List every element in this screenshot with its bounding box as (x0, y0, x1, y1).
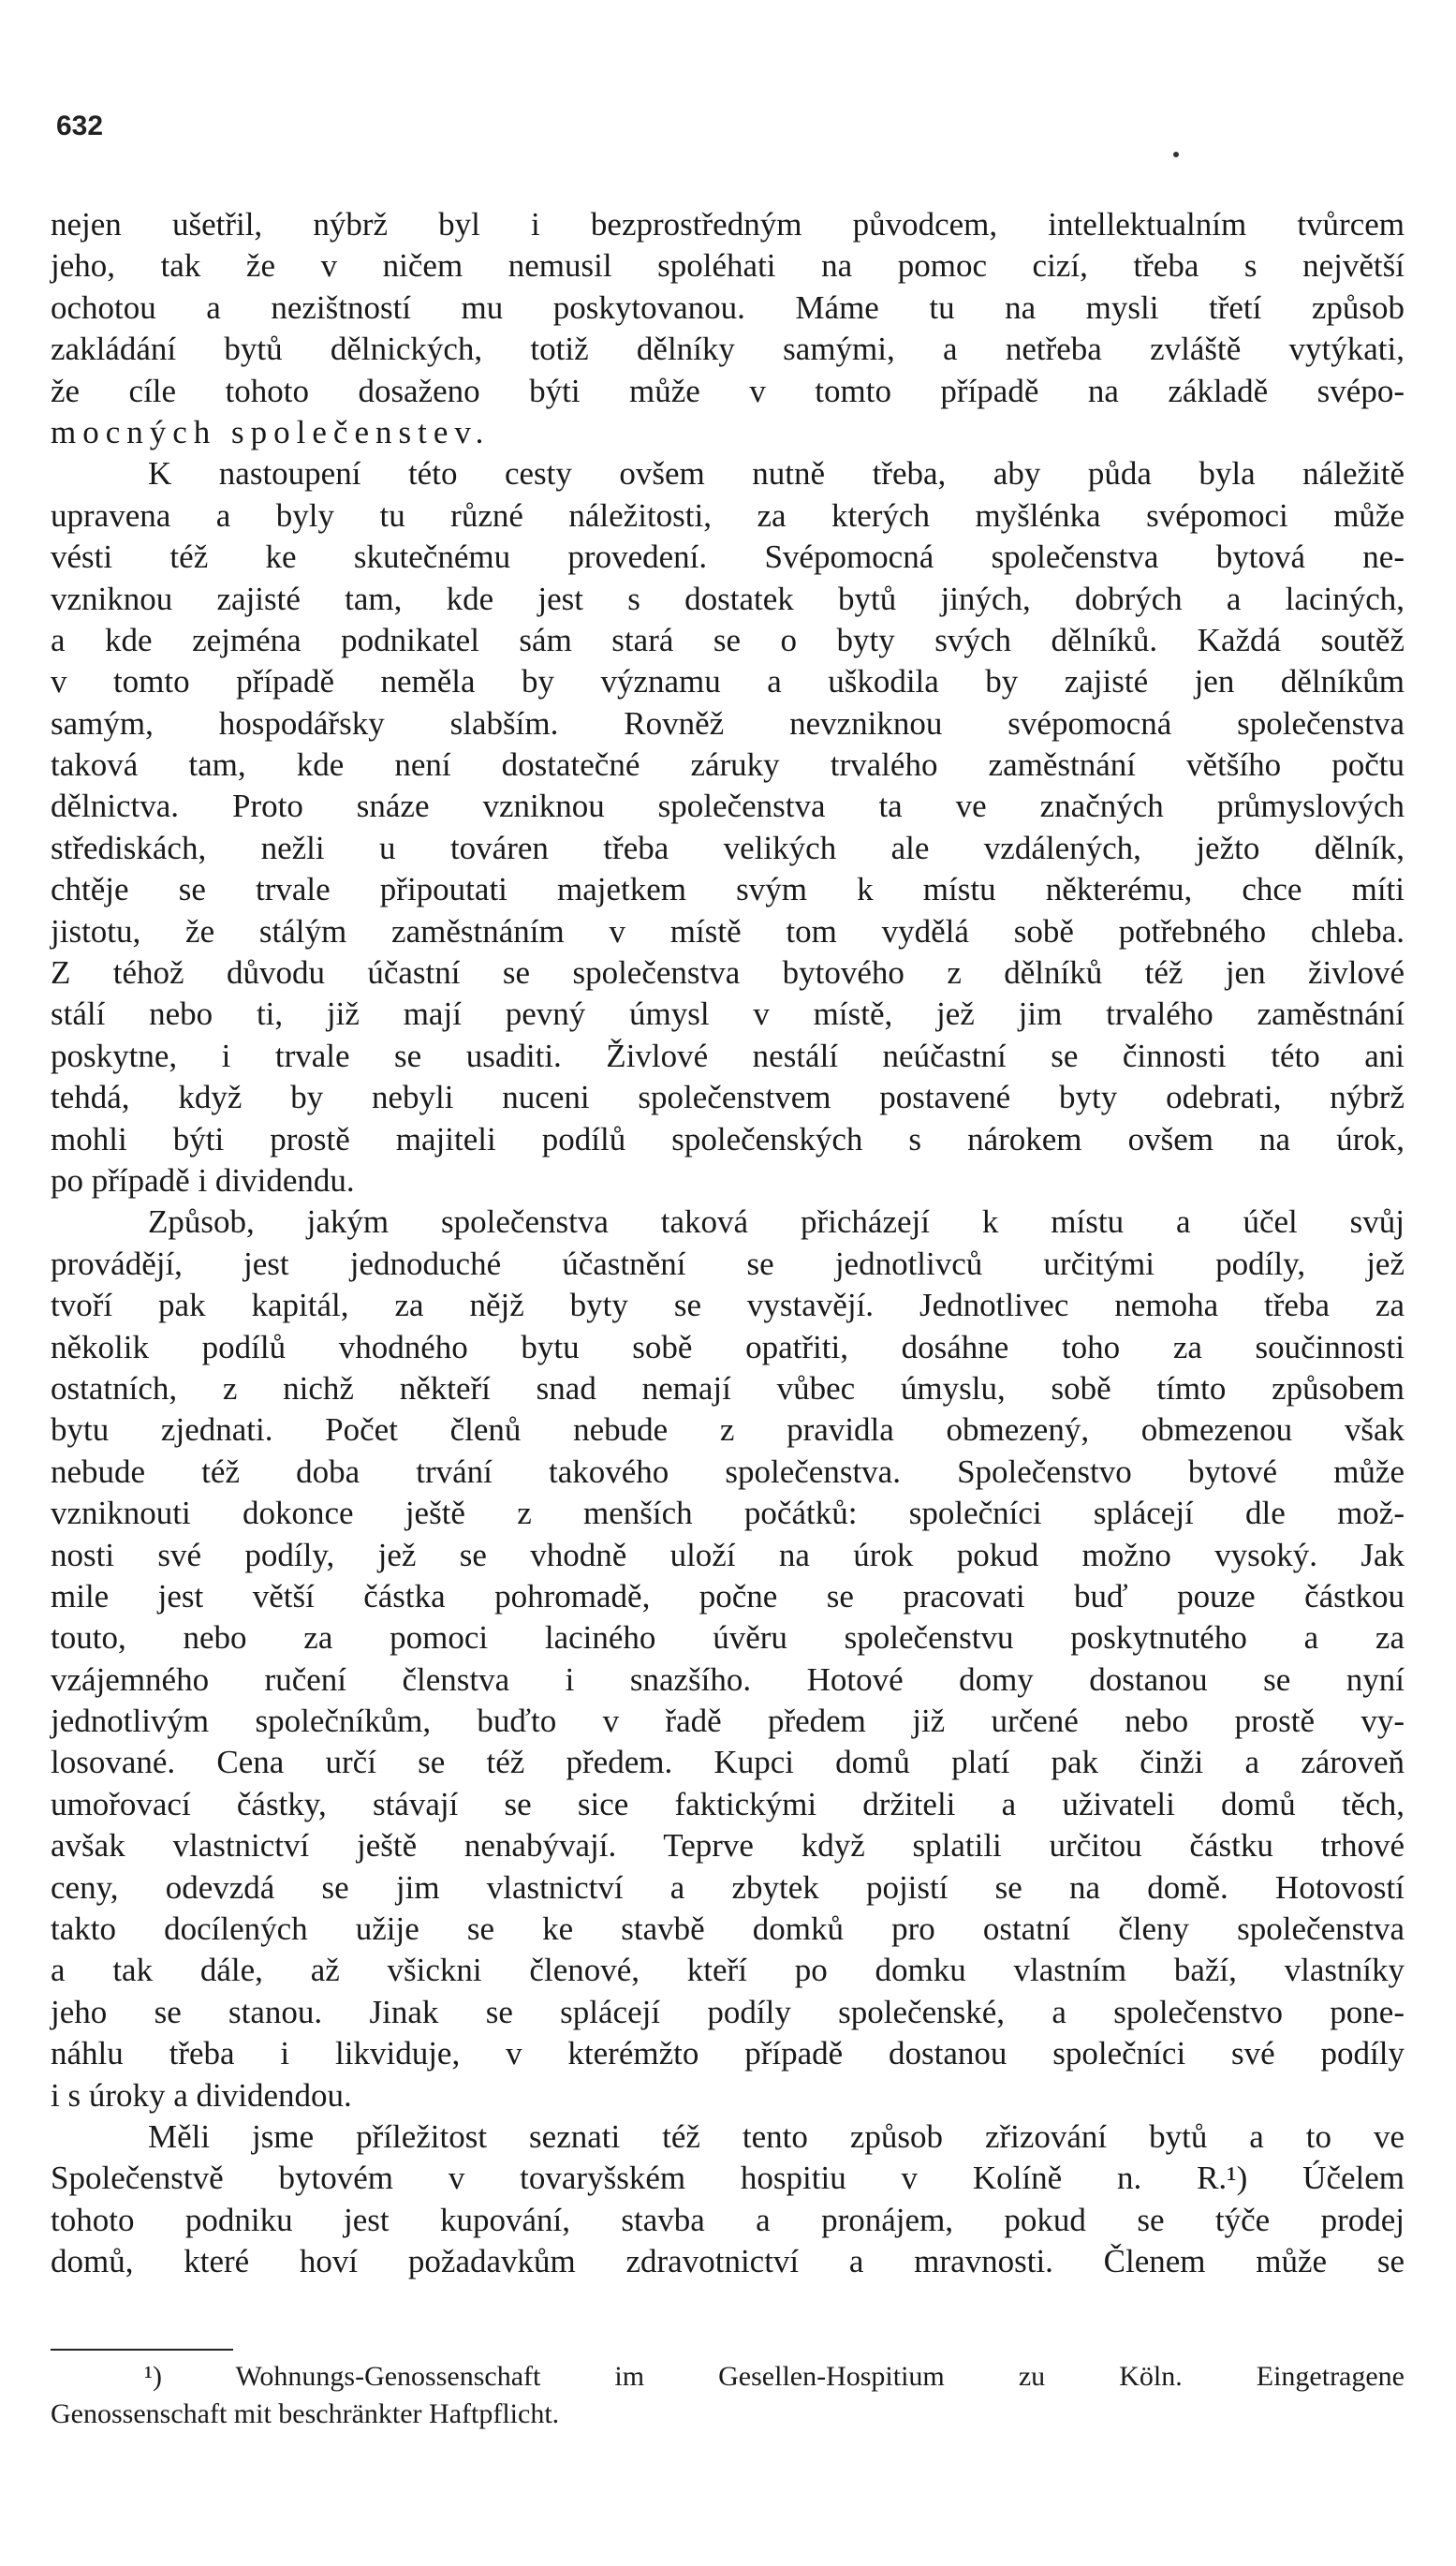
text-line: mohli býti prostě majiteli podílů společenských s nárokem ovšem na úrok, (51, 1120, 1405, 1158)
text-line: a kde zejména podnikatel sám stará se o byty svých dělníků. Každá soutěž (51, 621, 1405, 658)
text-line: taková tam, kde není dostatečné záruky trvalého zaměstnání většího počtu (51, 746, 1405, 784)
text-line: mocných společenstev. (51, 413, 491, 450)
text-line: jeho se stanou. Jinak se splácejí podíly společenské, a společenstvo pone- (51, 1993, 1405, 2030)
text-line: tvoří pak kapitál, za nějž byty se vystavějí. Jednotlivec nemoha třeba za (51, 1287, 1405, 1324)
text-line: Z téhož důvodu účastní se společenstva bytového z dělníků též jen živlové (51, 954, 1405, 992)
text-line: losované. Cena určí se též předem. Kupci domů platí pak činži a zároveň (51, 1744, 1405, 1781)
text-line: dělnictva. Proto snáze vzniknou společenstva ta ve značných průmyslových (51, 788, 1405, 825)
footnote-rule (51, 2349, 233, 2351)
footnote-line: ¹) Wohnungs-Genossenschaft im Gesellen-Hospitium zu Köln. Eingetragene (144, 2361, 1405, 2392)
text-line: domů, které hoví požadavkům zdravotnictví a mravnosti. Členem může se (51, 2243, 1405, 2280)
text-line: ochotou a nezištností mu poskytovanou. Máme tu na mysli třetí způsob (51, 288, 1405, 326)
text-line: v tomto případě neměla by významu a uškodila by zajisté jen dělníkům (51, 663, 1405, 700)
page-number: 632 (56, 111, 104, 141)
text-line: střediskách, nežli u továren třeba velikých ale vzdálených, ježto dělník, (51, 829, 1405, 866)
text-line: po případě i dividendu. (51, 1161, 355, 1199)
text-line: upravena a byly tu různé náležitosti, za kterých myšlénka svépomoci může (51, 496, 1405, 534)
text-line: ostatních, z nichž někteří snad nemají vůbec úmyslu, sobě tímto způsobem (51, 1369, 1405, 1407)
text-line: K nastoupení této cesty ovšem nutně třeba, aby půda byla náležitě (148, 455, 1405, 493)
text-line: zakládání bytů dělnických, totiž dělníky samými, a netřeba zvláště vytýkati, (51, 331, 1405, 368)
text-line: vésti též ke skutečnému provedení. Svépomocná společenstva bytová ne- (51, 538, 1405, 576)
text-line: takto docílených užije se ke stavbě domků pro ostatní členy společenstva (51, 1910, 1405, 1948)
text-line: tehdá, když by nebyli nuceni společenstvem postavené byty odebrati, nýbrž (51, 1079, 1405, 1116)
text-line: vzniknou zajisté tam, kde jest s dostatek bytů jiných, dobrých a laciných, (51, 580, 1405, 617)
text-line: bytu zjednati. Počet členů nebude z pravidla obmezený, obmezenou však (51, 1411, 1405, 1449)
text-line: chtěje se trvale připoutati majetkem svým k místu některému, chce míti (51, 871, 1405, 908)
print-speck (1173, 152, 1179, 157)
text-line: ceny, odevzdá se jim vlastnictví a zbytek pojistí se na domě. Hotovostí (51, 1868, 1405, 1906)
text-line: jeho, tak že v ničem nemusil spoléhati na pomoc cizí, třeba s největší (51, 247, 1405, 285)
text-line: a tak dále, až všickni členové, kteří po domku vlastním baží, vlastníky (51, 1952, 1405, 1989)
body-text (51, 204, 1405, 2283)
text-line: touto, nebo za pomoci laciného úvěru společenstvu poskytnutého a za (51, 1619, 1405, 1657)
footnotes (51, 2358, 1405, 2433)
text-line: vzniknouti dokonce ještě z menších počátků: společníci splácejí dle mož- (51, 1495, 1405, 1532)
text-line: avšak vlastnictví ještě nenabývají. Teprve když splatili určitou částku trhové (51, 1827, 1405, 1865)
text-line: nosti své podíly, jež se vhodně uloží na úrok pokud možno vysoký. Jak (51, 1536, 1405, 1573)
text-line: poskytne, i trvale se usaditi. Živlové nestálí neúčastní se činnosti této ani (51, 1037, 1405, 1074)
text-line: jednotlivým společníkům, buďto v řadě předem již určené nebo prostě vy- (51, 1703, 1405, 1740)
text-line: nejen ušetřil, nýbrž byl i bezprostředným původcem, intellektualním tvůrcem (51, 206, 1405, 243)
text-line: náhlu třeba i likviduje, v kterémžto případě dostanou společníci své podíly (51, 2035, 1405, 2072)
text-line: vzájemného ručení členstva i snazšího. Hotové domy dostanou se nyní (51, 1660, 1405, 1698)
text-line: Měli jsme příležitost seznati též tento způsob zřizování bytů a to ve (148, 2117, 1405, 2155)
text-line: umořovací částky, stávají se sice faktickými držiteli a uživateli domů těch, (51, 1785, 1405, 1822)
text-line: provádějí, jest jednoduché účastnění se jednotlivců určitými podíly, jež (51, 1245, 1405, 1282)
text-line: několik podílů vhodného bytu sobě opatřiti, dosáhne toho za součinnosti (51, 1328, 1405, 1365)
text-line: samým, hospodářsky slabším. Rovněž nevzniknou svépomocná společenstva (51, 704, 1405, 742)
text-line: Společenstvě bytovém v tovaryšském hospitiu v Kolíně n. R.¹) Účelem (51, 2160, 1405, 2197)
text-line: nebude též doba trvání takového společenstva. Společenstvo bytové může (51, 1453, 1405, 1490)
text-line: jistotu, že stálým zaměstnáním v místě tom vydělá sobě potřebného chleba. (51, 912, 1405, 950)
text-line: mile jest větší částka pohromadě, počne se pracovati buď pouze částkou (51, 1577, 1405, 1615)
footnote-line: Genossenschaft mit beschränkter Haftpflicht. (51, 2398, 560, 2429)
text-line: že cíle tohoto dosaženo býti může v tomto případě na základě svépo- (51, 372, 1405, 409)
text-line: Způsob, jakým společenstva taková přicházejí k místu a účel svůj (148, 1203, 1405, 1241)
text-line: stálí nebo ti, již mají pevný úmysl v místě, jež jim trvalého zaměstnání (51, 995, 1405, 1033)
text-line: i s úroky a dividendou. (51, 2076, 352, 2114)
text-line: tohoto podniku jest kupování, stavba a pronájem, pokud se týče prodej (51, 2201, 1405, 2238)
